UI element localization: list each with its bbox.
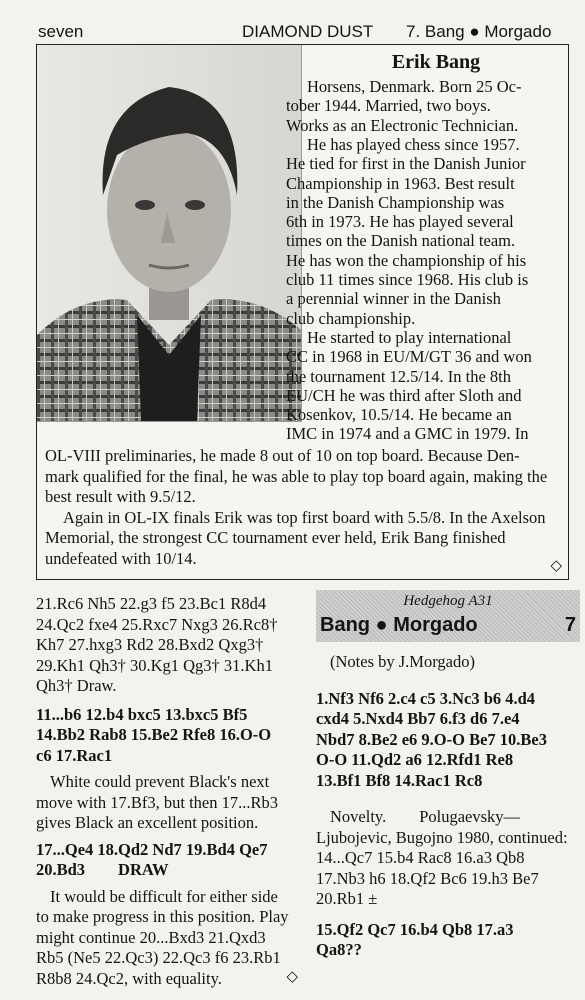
bio-line: times on the Danish national team. (286, 231, 516, 251)
text-line: 21.Rc6 Nh5 22.g3 f5 23.Bc1 R8d4 (36, 594, 267, 613)
notes-credit: (Notes by J.Morgado) (330, 652, 475, 671)
portrait-photo (37, 45, 302, 422)
bio-line: a perennial winner in the Danish (286, 289, 501, 309)
main-line-moves (316, 920, 580, 961)
text-line: 17.Nb3 h6 18.Qf2 Bc6 19.h3 Be7 (316, 868, 539, 888)
text-line: It would be difficult for either side (50, 886, 278, 906)
text-line: Kh7 27.hxg3 Rd2 28.Bxd2 Qxg3† (36, 635, 264, 654)
game-continuation (36, 594, 306, 697)
bio-line: the tournament 12.5/14. In the 8th (286, 366, 511, 386)
page-header (0, 0, 585, 46)
text-line: 14...Qc7 15.b4 Rac8 16.a3 Qb8 (316, 848, 525, 867)
text-line: Nbd7 8.Be2 e6 9.O-O Be7 10.Be3 (316, 729, 547, 749)
text-line: Rb5 (Ne5 22.Qc3) 22.Qc3 f6 23.Rb1 (36, 948, 281, 967)
bio-line: Again in OL-IX finals Erik was top first board with 5.5/8. In the Axelson (63, 507, 546, 527)
bio-line: Works as an Electronic Technician. (286, 115, 519, 135)
annotation (36, 772, 306, 834)
bio-line: He tied for first in the Danish Junior (286, 154, 526, 174)
bio-line: mark qualified for the final, he was able to play top board again, making the (45, 466, 548, 486)
left-column (36, 594, 306, 989)
text-line: cxd4 5.Nxd4 Bb7 6.f3 d6 7.e4 (316, 709, 520, 728)
text-line: White could prevent Black's next (50, 772, 270, 791)
bio-line: Kosenkov, 10.5/14. He became an (286, 405, 512, 425)
game-header-box (316, 590, 580, 642)
bio-line: club championship. (286, 308, 416, 328)
bio-line: club 11 times since 1968. His club is (286, 270, 529, 289)
book-title: DIAMOND DUST (242, 22, 374, 41)
text-line: gives Black an excellent position. (36, 813, 259, 832)
bio-line: He has played chess since 1957. (307, 134, 520, 154)
bio-line: Memorial, the strongest CC tournament ever held, Erik Bang finished (45, 528, 506, 547)
bio-line: IMC in 1974 and a GMC in 1979. In (286, 424, 529, 444)
game-reference: 7. Bang ● Morgado (406, 22, 552, 41)
bio-line: CC in 1968 in EU/M/GT 36 and won (286, 347, 532, 367)
text-line: O-O 11.Qd2 a6 12.Rfd1 Re8 (316, 750, 514, 769)
bio-line: EU/CH he was third after Sloth and (286, 385, 522, 405)
bio-line: undefeated with 10/14. (45, 548, 197, 568)
text-line: 13.Bf1 Bf8 14.Rac1 Rc8 (316, 770, 483, 790)
main-line-moves (316, 689, 580, 792)
text-line: Ljubojevic, Bugojno 1980, continued: (316, 827, 568, 847)
end-mark-icon: ◇ (550, 558, 562, 574)
main-line-moves (36, 705, 306, 767)
bio-line: best result with 9.5/12. (45, 487, 196, 506)
text-line: 20.Rb1 ± (316, 889, 378, 908)
game-number: 7 (564, 614, 576, 636)
text-line: 14.Bb2 Rab8 15.Be2 Rfe8 16.O-O (36, 725, 272, 744)
text-line: 24.Qc2 fxe4 25.Rxc7 Nxg3 26.Rc8† (36, 614, 278, 634)
biography-box (36, 44, 569, 580)
bio-line: Horsens, Denmark. Born 25 Oc- (307, 77, 522, 96)
bio-line: in the Danish Championship was (286, 192, 505, 212)
text-line: Qa8?? (316, 940, 362, 959)
annotation (36, 887, 306, 990)
game-players: Bang ● Morgado (320, 614, 478, 636)
text-line: 17...Qe4 18.Qd2 Nd7 19.Bd4 Qe7 (36, 839, 268, 859)
bio-line: He has won the championship of his (286, 250, 527, 270)
text-line: move with 17.Bf3, but then 17...Rb3 (36, 792, 278, 812)
bio-line: Championship in 1963. Best result (286, 173, 515, 193)
bio-line: He started to play international (307, 327, 512, 347)
bio-name: Erik Bang (391, 51, 481, 73)
right-column (316, 652, 580, 961)
page-number: seven (38, 22, 84, 41)
bio-line: 6th in 1973. He has played several (286, 212, 514, 232)
text-line: 29.Kh1 Qh3† 30.Kg1 Qg3† 31.Kh1 (36, 655, 273, 675)
annotation (316, 807, 580, 910)
bio-line: OL-VIII preliminaries, he made 8 out of 10 on top board. Because Den- (45, 446, 520, 465)
text-line: to make progress in this position. Play (36, 907, 289, 926)
text-line: c6 17.Rac1 (36, 745, 113, 765)
opening-name: Hedgehog A31 (403, 593, 493, 609)
text-line: might continue 20...Bxd3 21.Qxd3 (36, 927, 266, 947)
text-line: 11...b6 12.b4 bxc5 13.bxc5 Bf5 (36, 704, 248, 724)
text-line: Qh3† Draw. (36, 676, 117, 695)
end-mark-icon: ◇ (286, 968, 298, 985)
main-line-moves (36, 840, 306, 881)
text-line: R8b8 24.Qc2, with equality. (36, 968, 222, 988)
text-line: 1.Nf3 Nf6 2.c4 c5 3.Nc3 b6 4.d4 (316, 688, 536, 708)
bio-line: tober 1944. Married, two boys. (286, 96, 491, 116)
text-line: 15.Qf2 Qc7 16.b4 Qb8 17.a3 (316, 919, 514, 939)
text-line: 20.Bd3 DRAW (36, 860, 169, 879)
text-line: Novelty. Polugaevsky— (330, 807, 521, 826)
